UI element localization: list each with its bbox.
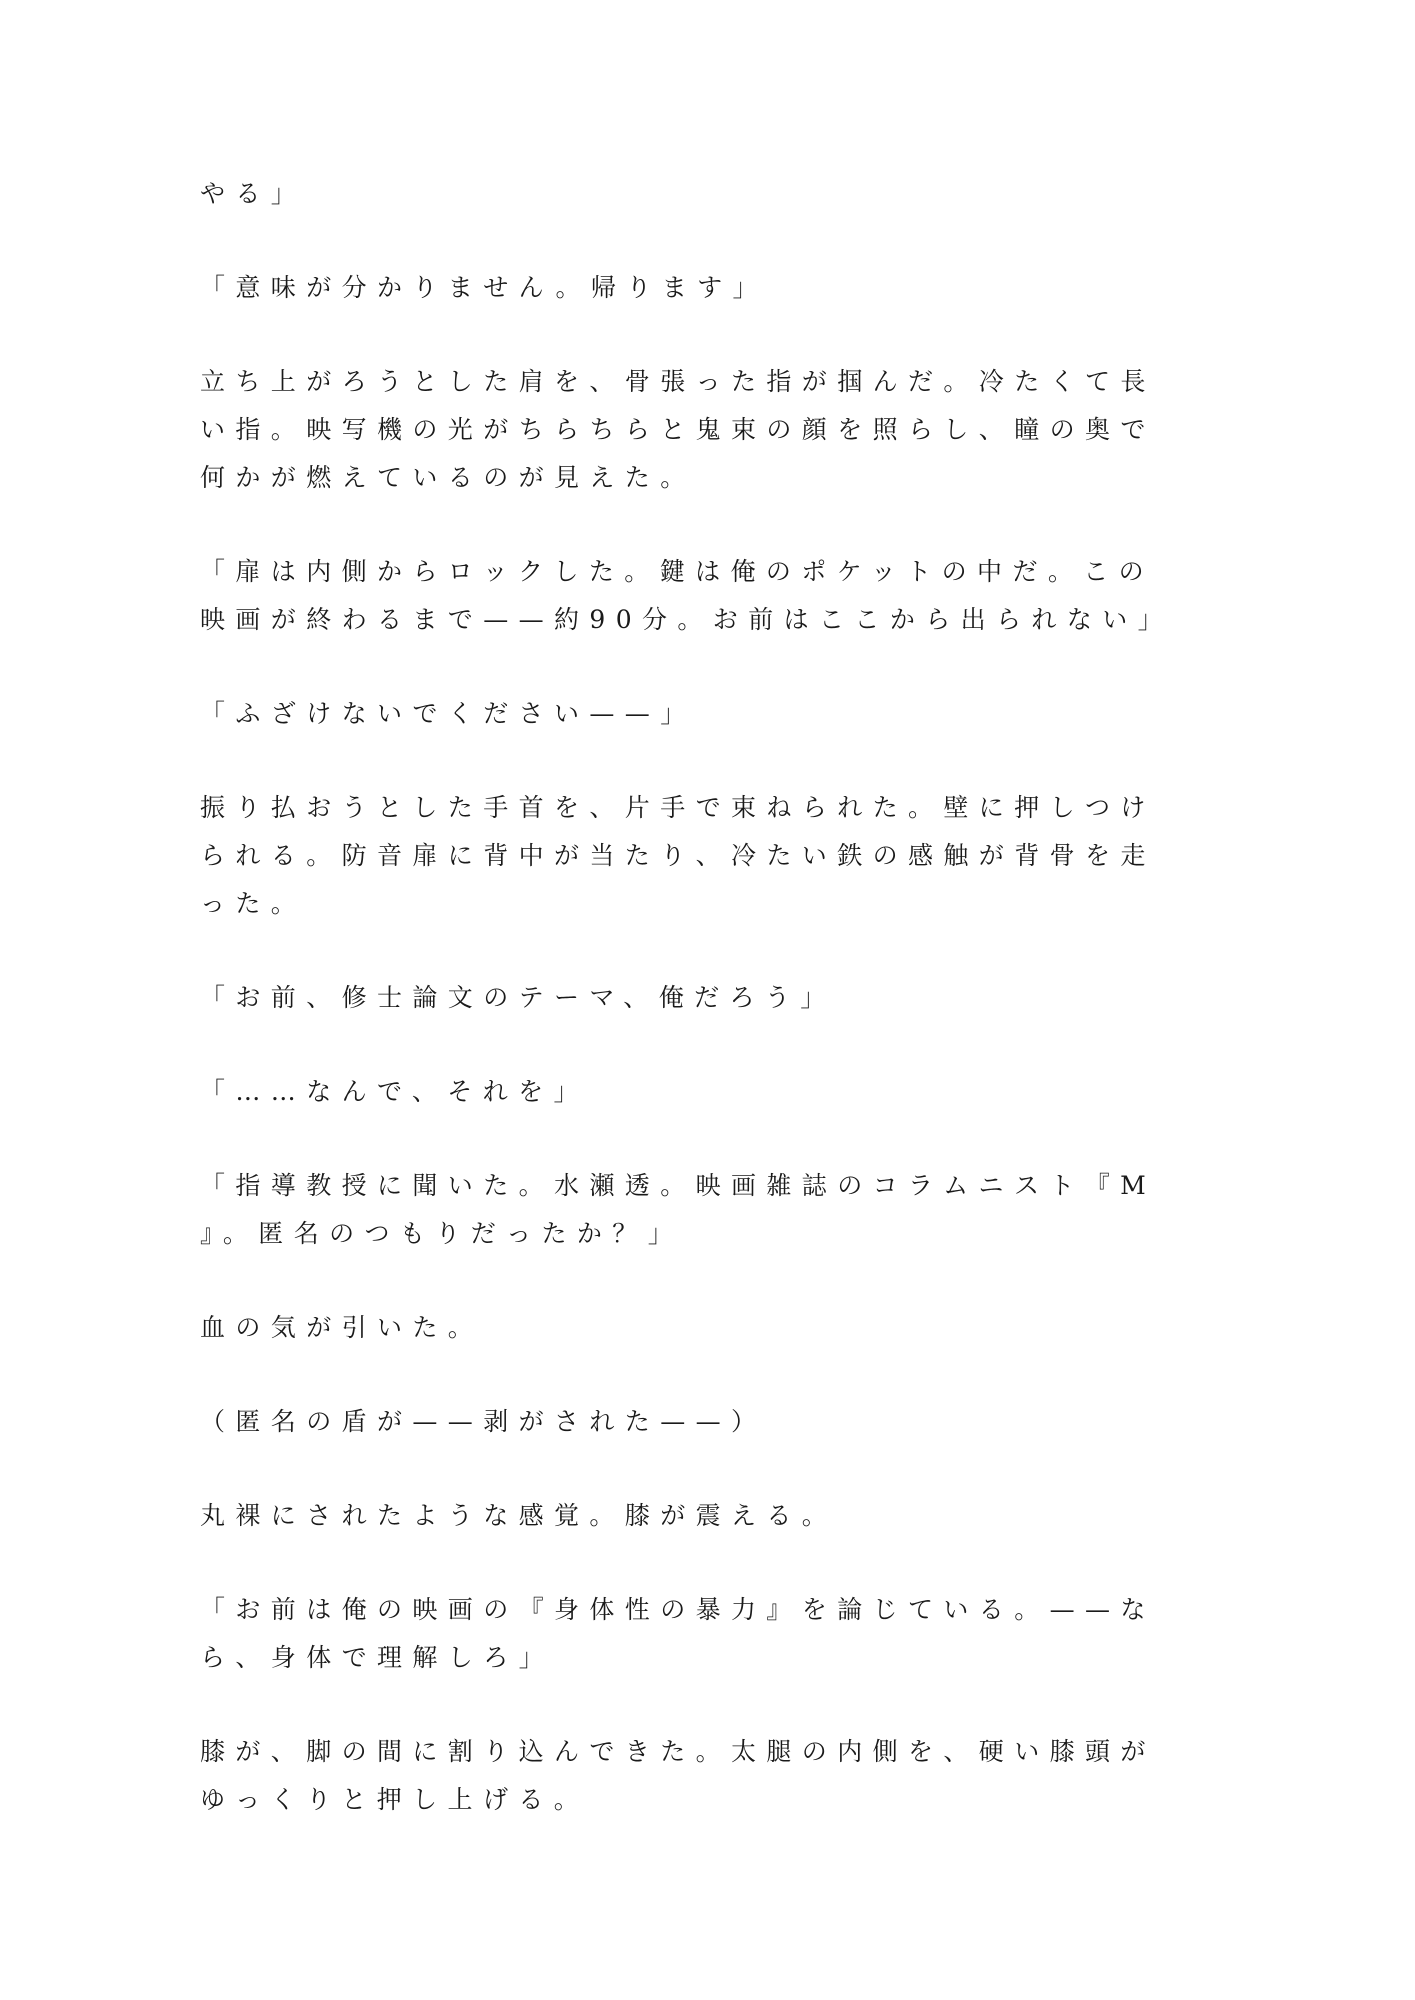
paragraph-dialogue: 「ふざけないでください——」 <box>200 699 696 728</box>
paragraph-narration: 振り払おうとした手首を、片手で束ねられた。壁に押しつけられる。防音扉に背中が当たり、冷たい鉄の感触が背骨を走った。 <box>200 793 1156 918</box>
paragraph-dialogue: 「意味が分かりません。帰ります」 <box>200 273 768 302</box>
paragraph-continued-dialogue: やる」 <box>200 179 307 208</box>
paragraph-narration: 立ち上がろうとした肩を、骨張った指が掴んだ。冷たくて長い指。映写機の光がちらちらと鬼束の顔を照らし、瞳の奥で何かが燃えているのが見えた。 <box>200 367 1156 492</box>
paragraph-narration: 血の気が引いた。 <box>200 1313 484 1342</box>
document-page <box>200 170 1174 1870</box>
paragraph-dialogue: 「……なんで、それを」 <box>200 1077 589 1106</box>
paragraph-dialogue: 「扉は内側からロックした。鍵は俺のポケットの中だ。この映画が終わるまで——約90分。お前はここから出られない」 <box>200 557 1174 634</box>
paragraph-dialogue: 「指導教授に聞いた。水瀬透。映画雑誌のコラムニスト『M』。匿名のつもりだったか？」 <box>200 1171 1157 1248</box>
paragraph-dialogue: 「お前は俺の映画の『身体性の暴力』を論じている。——なら、身体で理解しろ」 <box>200 1595 1156 1672</box>
paragraph-narration: 丸裸にされたような感覚。膝が震える。 <box>200 1501 838 1530</box>
paragraph-inner-thought: （匿名の盾が——剥がされた——） <box>200 1407 767 1436</box>
paragraph-narration: 膝が、脚の間に割り込んできた。太腿の内側を、硬い膝頭がゆっくりと押し上げる。 <box>200 1737 1156 1814</box>
paragraph-dialogue: 「お前、修士論文のテーマ、俺だろう」 <box>200 983 836 1012</box>
